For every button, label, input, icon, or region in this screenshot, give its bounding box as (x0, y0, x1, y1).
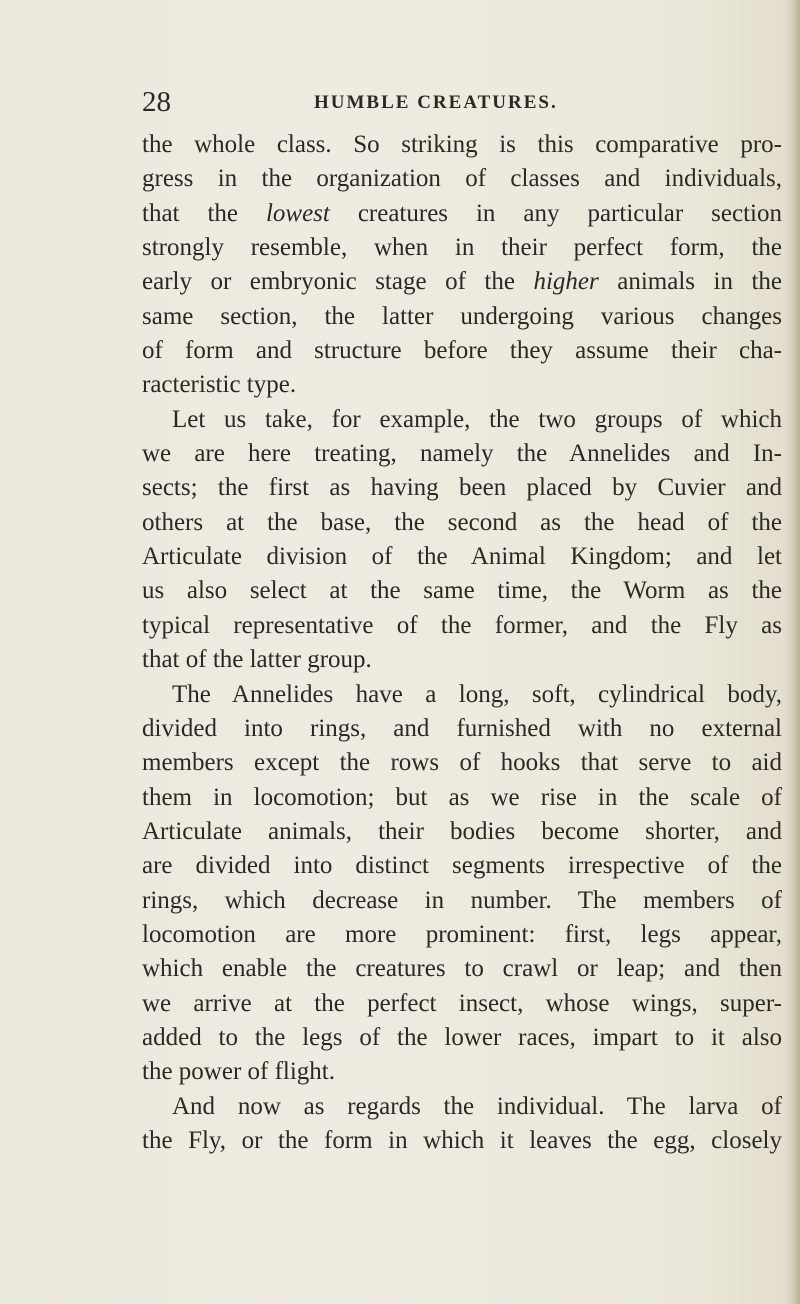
text-line: The Annelides have a long, soft, cylindrical body, (172, 680, 782, 708)
text-line: others at the base, the second as the head of the (142, 508, 782, 536)
text-line: gress in the organization of classes and individuals, (142, 165, 782, 193)
text-line: Articulate division of the Animal Kingdom; and let (142, 543, 782, 571)
text-line: added to the legs of the lower races, impart to it also (142, 1023, 782, 1051)
page-number: 28 (142, 86, 171, 118)
text-line: are divided into distinct segments irrespective of the (142, 852, 782, 880)
text-line: strongly resemble, when in their perfect form, the (142, 234, 782, 262)
text-line: of form and structure before they assume their cha- (142, 337, 782, 365)
text-line: the power of flight. (142, 1058, 336, 1086)
text-line: the Fly, or the form in which it leaves the egg, closely (142, 1126, 782, 1154)
body-text (142, 128, 782, 1158)
page-edge (786, 0, 800, 1304)
text-line: typical representative of the former, and the Fly as (142, 611, 782, 639)
italic-word: higher (533, 268, 599, 296)
text-line: we are here treating, namely the Annelides and In- (142, 440, 782, 468)
text-line: same section, the latter undergoing various changes (142, 302, 782, 330)
text-line: Let us take, for example, the two groups of which (172, 405, 782, 433)
text-line: which enable the creatures to crawl or leap; and then (142, 955, 782, 983)
text-line: that of the latter group. (142, 646, 372, 674)
text-line: sects; the first as having been placed by Cuvier and (142, 474, 782, 502)
text-line: early or embryonic stage of the higher animals in the (142, 268, 782, 296)
italic-word: lowest (265, 199, 330, 227)
text-line: racteristic type. (142, 371, 297, 399)
text-line: them in locomotion; but as we rise in the scale of (142, 783, 782, 811)
text-line: the whole class. So striking is this comparative pro- (142, 131, 782, 158)
text-line: And now as regards the individual. The larva of (172, 1092, 782, 1120)
text-line: divided into rings, and furnished with no external (142, 714, 782, 742)
text-line: us also select at the same time, the Worm as the (142, 577, 782, 605)
running-title: HUMBLE CREATURES. (314, 92, 558, 113)
text-line: locomotion are more prominent: first, legs appear, (142, 920, 782, 948)
text-line: Articulate animals, their bodies become shorter, and (142, 817, 782, 845)
running-head (142, 82, 782, 122)
text-line: members except the rows of hooks that serve to aid (142, 749, 782, 777)
text-line: that the lowest creatures in any particular section (142, 199, 782, 227)
text-line: we arrive at the perfect insect, whose wings, super- (142, 989, 782, 1017)
text-line: rings, which decrease in number. The members of (142, 886, 782, 914)
